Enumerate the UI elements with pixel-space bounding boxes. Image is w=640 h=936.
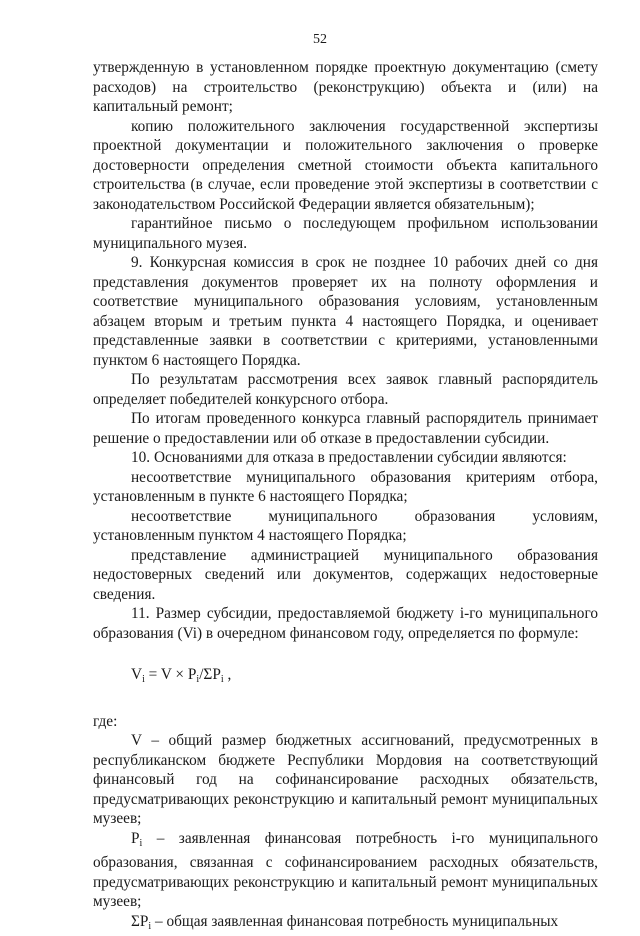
- subsidy-formula: [93, 665, 598, 690]
- page-number: 52: [0, 32, 640, 48]
- document-body: [93, 58, 598, 936]
- paragraph-item-9: 9. Конкурсная комиссия в срок не позднее 10 рабочих дней со дня представления документов проверяет их на полноту оформления и соответствие муниципального образования условиям, установленным абзацем вторым и третьим пункта 4 настоящего Порядка, и оценивает представленные заявки в соответствии с критериями, установленными пунктом 6 настоящего Порядка.: [93, 253, 598, 370]
- paragraph-refusal-criteria: несоответствие муниципального образования критериям отбора, установленным в пункте 6 настоящего Порядка;: [93, 468, 598, 507]
- definition-pi: $P_i$ – заявленная финансовая потребность i-го муниципального образования, связанная с софинансированием расходных обязательств, предусматривающих реконструкцию и капитальный ремонт муниципальных музеев;: [93, 829, 598, 912]
- paragraph-expertise-copy: копию положительного заключения государственной экспертизы проектной документации и положительного заключения о проверке достоверности определения сметной стоимости объекта капитального строительства (в случае, если проведение этой экспертизы в соответствии с законодательством Российской Федерации является обязательным);: [93, 117, 598, 215]
- formula-div: /ΣP: [199, 666, 221, 683]
- formula-middle: = V × P: [145, 666, 197, 683]
- where-label: где:: [93, 712, 598, 732]
- paragraph-item-11: 11. Размер субсидии, предоставляемой бюджету i-го муниципального образования (Vi) в очередном финансовом году, определяется по формуле:: [93, 604, 598, 643]
- paragraph-refusal-false-data: представление администрацией муниципального образования недостоверных сведений или документов, содержащих недостоверные сведения.: [93, 546, 598, 605]
- paragraph-refusal-conditions: несоответствие муниципального образования условиям, установленным пунктом 4 настоящего Порядка;: [93, 507, 598, 546]
- formula-div-sub: i: [221, 674, 224, 685]
- paragraph-project-docs: утвержденную в установленном порядке проектную документацию (смету расходов) на строительство (реконструкцию) объекта и (или) на капитальный ремонт;: [93, 58, 598, 117]
- definition-sum-pi: $\Sigma P_i$ – общая заявленная финансовая потребность муниципальных: [93, 912, 598, 936]
- paragraph-item-10: 10. Основаниями для отказа в предоставлении субсидии являются:: [93, 448, 598, 468]
- paragraph-decision: По итогам проведенного конкурса главный распорядитель принимает решение о предоставлении или об отказе в предоставлении субсидии.: [93, 409, 598, 448]
- paragraph-winners: По результатам рассмотрения всех заявок главный распорядитель определяет победителей конкурсного отбора.: [93, 370, 598, 409]
- formula-lhs: V: [131, 666, 142, 683]
- formula-middle-sub: i: [196, 674, 199, 685]
- definition-v: V – общий размер бюджетных ассигнований, предусмотренных в республиканском бюджете Республики Мордовия на соответствующий финансовый год на софинансирование расходных обязательств, предусматривающих реконструкцию и капитальный ремонт муниципальных музеев;: [93, 731, 598, 829]
- paragraph-guarantee-letter: гарантийное письмо о последующем профильном использовании муниципального музея.: [93, 214, 598, 253]
- formula-lhs-sub: i: [142, 674, 145, 685]
- formula-tail: ,: [224, 666, 232, 683]
